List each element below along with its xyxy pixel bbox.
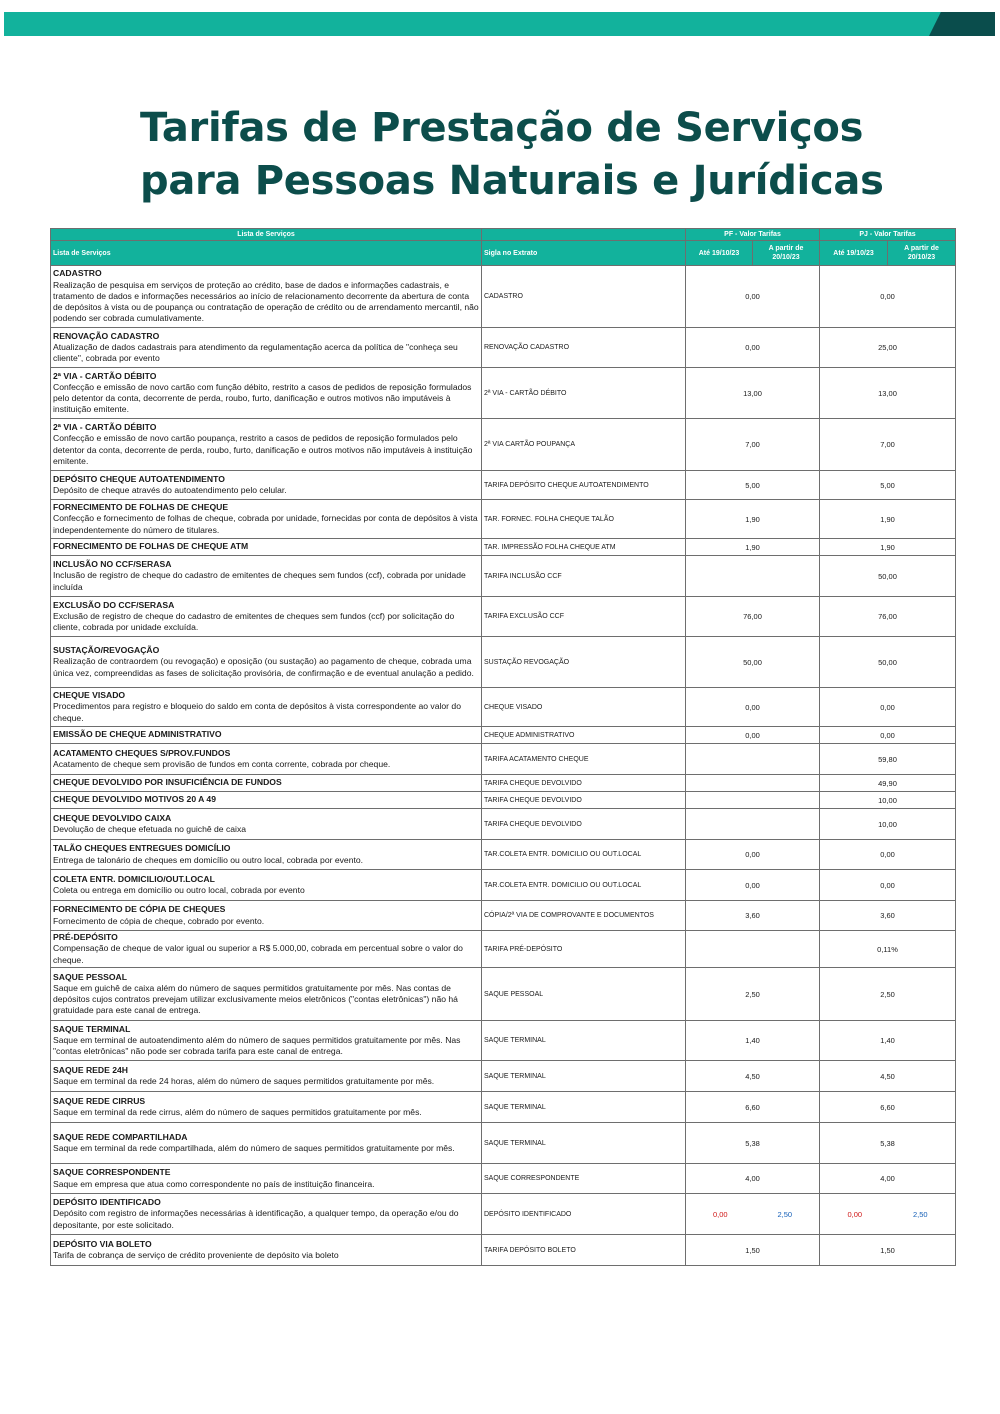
service-cell bbox=[51, 1123, 482, 1164]
pj-value-until: 0,00 bbox=[847, 1209, 863, 1219]
table-row bbox=[51, 597, 956, 637]
header-pj-from: A partir de 20/10/23 bbox=[888, 241, 956, 266]
pf-value: 0,00 bbox=[686, 688, 820, 727]
pf-value: 50,00 bbox=[686, 637, 820, 688]
table-row bbox=[51, 266, 956, 328]
table-row bbox=[51, 1194, 956, 1235]
table-row bbox=[51, 792, 956, 809]
table-row bbox=[51, 1021, 956, 1061]
pf-value: 4,00 bbox=[686, 1164, 820, 1194]
service-description: Compensação de cheque de valor igual ou superior a R$ 5.000,00, cobrada em percentual sobre o valor do cheque. bbox=[53, 943, 463, 965]
table-row bbox=[51, 419, 956, 471]
service-name: DEPÓSITO CHEQUE AUTOATENDIMENTO bbox=[53, 473, 225, 484]
table-row bbox=[51, 1123, 956, 1164]
pf-value-until: 0,00 bbox=[712, 1209, 728, 1219]
sigla-cell: SAQUE TERMINAL bbox=[482, 1092, 686, 1123]
pf-value: 76,00 bbox=[686, 597, 820, 637]
service-name: TALÃO CHEQUES ENTREGUES DOMICÍLIO bbox=[53, 843, 231, 854]
table-row bbox=[51, 931, 956, 968]
pj-value: 76,00 bbox=[820, 597, 956, 637]
sigla-cell: 2ª VIA - CARTÃO DÉBITO bbox=[482, 368, 686, 419]
pf-value: 1,50 bbox=[686, 1235, 820, 1266]
header-services-top: Lista de Serviços bbox=[51, 229, 482, 241]
pj-value: 4,50 bbox=[820, 1061, 956, 1092]
pf-value-from: 2,50 bbox=[777, 1209, 793, 1219]
title-line-1: Tarifas de Prestação de Serviços bbox=[140, 105, 864, 151]
table-row bbox=[51, 688, 956, 727]
service-name: INCLUSÃO NO CCF/SERASA bbox=[53, 559, 172, 570]
pj-value: 25,00 bbox=[820, 328, 956, 368]
service-cell bbox=[51, 1194, 482, 1235]
service-name: CHEQUE DEVOLVIDO CAIXA bbox=[53, 812, 172, 823]
service-description: Saque em terminal da rede 24 horas, além do número de saques permitidos gratuitamente por mês. bbox=[53, 1076, 435, 1086]
sigla-cell: CHEQUE ADMINISTRATIVO bbox=[482, 727, 686, 744]
pj-value: 1,90 bbox=[820, 500, 956, 539]
pf-value: 0,00 bbox=[686, 840, 820, 870]
service-cell bbox=[51, 968, 482, 1021]
sigla-cell: TAR.COLETA ENTR. DOMICILIO OU OUT.LOCAL bbox=[482, 840, 686, 870]
service-description: Fornecimento de cópia de cheque, cobrado por evento. bbox=[53, 915, 265, 926]
service-cell bbox=[51, 870, 482, 901]
service-cell bbox=[51, 597, 482, 637]
header-services: Lista de Serviços bbox=[51, 241, 482, 266]
pj-value-from: 2,50 bbox=[912, 1209, 928, 1219]
service-name: SAQUE TERMINAL bbox=[53, 1023, 131, 1034]
pf-value bbox=[686, 809, 820, 840]
service-description: Coleta ou entrega em domicílio ou outro local, cobrada por evento bbox=[53, 885, 305, 895]
table-row bbox=[51, 968, 956, 1021]
page-title bbox=[140, 102, 884, 208]
service-cell bbox=[51, 1092, 482, 1123]
pf-value: 3,60 bbox=[686, 901, 820, 931]
service-name: SAQUE PESSOAL bbox=[53, 971, 128, 982]
table-row bbox=[51, 1092, 956, 1123]
service-name: 2ª VIA - CARTÃO DÉBITO bbox=[53, 422, 157, 433]
pf-value bbox=[686, 792, 820, 809]
service-description: Saque em terminal de autoatendimento além do número de saques permitidos gratuitamente por mês. Nas "contas eletrônicas" não pode ser cobrada tarifa para este canal de entrega. bbox=[53, 1034, 461, 1057]
tariff-table-body bbox=[51, 266, 956, 1266]
sigla-cell: CADASTRO bbox=[482, 266, 686, 328]
table-row bbox=[51, 870, 956, 901]
sigla-cell: CÓPIA/2ª VIA DE COMPROVANTE E DOCUMENTOS bbox=[482, 901, 686, 931]
pj-value: 49,90 bbox=[820, 775, 956, 792]
pj-value: 0,00 bbox=[820, 727, 956, 744]
table-row bbox=[51, 1061, 956, 1092]
service-description: Confecção e emissão de novo cartão com função débito, restrito a casos de pedidos de reposição formulados pelo detentor da conta, decorrente de perda, roubo, furto, danificação e outros motivos não imputáveis à instituição emitente. bbox=[53, 381, 472, 415]
table-row bbox=[51, 809, 956, 840]
service-cell bbox=[51, 931, 482, 968]
sigla-cell: TAR. FORNEC. FOLHA CHEQUE TALÃO bbox=[482, 500, 686, 539]
pj-value: 0,00 bbox=[820, 266, 956, 328]
header-pf-group: PF - Valor Tarifas bbox=[686, 229, 820, 241]
service-cell bbox=[51, 1164, 482, 1194]
service-name: 2ª VIA - CARTÃO DÉBITO bbox=[53, 370, 157, 381]
service-name: DEPÓSITO IDENTIFICADO bbox=[53, 1197, 161, 1208]
table-row bbox=[51, 539, 956, 556]
pf-value: 7,00 bbox=[686, 419, 820, 471]
pf-value: 13,00 bbox=[686, 368, 820, 419]
service-description: Saque em terminal da rede cirrus, além do número de saques permitidos gratuitamente por mês. bbox=[53, 1107, 422, 1117]
service-name: DEPÓSITO VIA BOLETO bbox=[53, 1238, 152, 1249]
header-sigla: Sigla no Extrato bbox=[482, 241, 686, 266]
pf-value: 1,40 bbox=[686, 1021, 820, 1061]
service-description: Tarifa de cobrança de serviço de crédito proveniente de depósito via boleto bbox=[53, 1250, 339, 1260]
service-description: Procedimentos para registro e bloqueio do saldo em conta de depósitos à vista correspondente ao valor do cheque. bbox=[53, 701, 461, 723]
service-description: Inclusão de registro de cheque do cadastro de emitentes de cheques sem fundos (ccf), cobrada por unidade incluída bbox=[53, 570, 466, 592]
pf-value: 4,50 bbox=[686, 1061, 820, 1092]
pf-value: 0,00 bbox=[686, 266, 820, 328]
service-name: RENOVAÇÃO CADASTRO bbox=[53, 330, 160, 341]
pf-value: 5,00 bbox=[686, 471, 820, 500]
pj-value: 6,60 bbox=[820, 1092, 956, 1123]
pj-value: 50,00 bbox=[820, 556, 956, 597]
sigla-cell: RENOVAÇÃO CADASTRO bbox=[482, 328, 686, 368]
service-description: Confecção e emissão de novo cartão poupança, restrito a casos de pedidos de reposição formulados pelo detentor da conta, decorrente de perda, roubo, furto, danificação e outros motivos não imputáveis à instituição emitente. bbox=[53, 433, 473, 466]
pj-value: 59,80 bbox=[820, 744, 956, 775]
sigla-cell: TARIFA PRÉ-DEPÓSITO bbox=[482, 931, 686, 968]
pj-value: 5,38 bbox=[820, 1123, 956, 1164]
service-name: CHEQUE DEVOLVIDO POR INSUFICIÊNCIA DE FUNDOS bbox=[53, 777, 282, 788]
service-description: Realização de contraordem (ou revogação) e oposição (ou sustação) ao pagamento de cheque, cobrada uma única vez, compreendidas as fases de solicitação provisória, de confirmação e de eventual anulação a pedido. bbox=[53, 656, 474, 678]
header-pj-until: Até 19/10/23 bbox=[820, 241, 888, 266]
pf-value: 2,50 bbox=[686, 968, 820, 1021]
pj-value: 4,00 bbox=[820, 1164, 956, 1194]
service-cell bbox=[51, 471, 482, 500]
service-name: ACATAMENTO CHEQUES S/PROV.FUNDOS bbox=[53, 747, 231, 758]
table-row bbox=[51, 1235, 956, 1266]
sigla-cell: TARIFA EXCLUSÃO CCF bbox=[482, 597, 686, 637]
sigla-cell: CHEQUE VISADO bbox=[482, 688, 686, 727]
service-name: SAQUE REDE COMPARTILHADA bbox=[53, 1131, 188, 1142]
sigla-cell: 2ª VIA CARTÃO POUPANÇA bbox=[482, 419, 686, 471]
service-name: EMISSÃO DE CHEQUE ADMINISTRATIVO bbox=[53, 729, 222, 740]
sigla-cell: TARIFA DEPÓSITO CHEQUE AUTOATENDIMENTO bbox=[482, 471, 686, 500]
service-cell bbox=[51, 637, 482, 688]
table-row bbox=[51, 1164, 956, 1194]
service-description: Confecção e fornecimento de folhas de cheque, cobrada por unidade, fornecidas por conta de depósitos à vista independentemente do número de titulares. bbox=[53, 513, 478, 535]
pf-value: 1,90 bbox=[686, 539, 820, 556]
service-name: SUSTAÇÃO/REVOGAÇÃO bbox=[53, 645, 160, 656]
service-description: Saque em terminal da rede compartilhada, além do número de saques permitidos gratuitamente por mês. bbox=[53, 1143, 455, 1153]
pf-value bbox=[686, 744, 820, 775]
header-pf-from: A partir de 20/10/23 bbox=[753, 241, 820, 266]
service-cell bbox=[51, 688, 482, 727]
service-cell bbox=[51, 1235, 482, 1266]
header-pj-group: PJ - Valor Tarifas bbox=[820, 229, 956, 241]
service-name: CHEQUE DEVOLVIDO MOTIVOS 20 A 49 bbox=[53, 794, 216, 805]
pj-value: 0,11% bbox=[820, 931, 956, 968]
sigla-cell: SAQUE TERMINAL bbox=[482, 1061, 686, 1092]
sigla-cell: SAQUE PESSOAL bbox=[482, 968, 686, 1021]
service-cell bbox=[51, 368, 482, 419]
pj-value: 5,00 bbox=[820, 471, 956, 500]
header-row-columns bbox=[51, 241, 956, 266]
sigla-cell: TAR.COLETA ENTR. DOMICILIO OU OUT.LOCAL bbox=[482, 870, 686, 901]
service-name: FORNECIMENTO DE FOLHAS DE CHEQUE bbox=[53, 502, 229, 513]
service-cell bbox=[51, 556, 482, 597]
service-cell bbox=[51, 775, 482, 792]
header-blank bbox=[482, 229, 686, 241]
service-name: SAQUE REDE 24H bbox=[53, 1064, 128, 1075]
pj-value: 13,00 bbox=[820, 368, 956, 419]
table-row bbox=[51, 901, 956, 931]
pf-value bbox=[686, 931, 820, 968]
service-cell bbox=[51, 840, 482, 870]
service-description: Saque em empresa que atua como correspondente no país de instituição financeira. bbox=[53, 1178, 375, 1189]
pj-value: 1,50 bbox=[820, 1235, 956, 1266]
sigla-cell: SUSTAÇÃO REVOGAÇÃO bbox=[482, 637, 686, 688]
service-cell bbox=[51, 500, 482, 539]
service-name: SAQUE REDE CIRRUS bbox=[53, 1095, 146, 1106]
pj-value-cell bbox=[820, 1194, 956, 1235]
pf-value: 6,60 bbox=[686, 1092, 820, 1123]
table-row bbox=[51, 840, 956, 870]
service-cell bbox=[51, 744, 482, 775]
pj-value: 0,00 bbox=[820, 840, 956, 870]
sigla-cell: TARIFA INCLUSÃO CCF bbox=[482, 556, 686, 597]
pf-value: 5,38 bbox=[686, 1123, 820, 1164]
service-description: Depósito de cheque através do autoatendimento pelo celular. bbox=[53, 485, 287, 495]
pf-value: 1,90 bbox=[686, 500, 820, 539]
service-cell bbox=[51, 1061, 482, 1092]
sigla-cell: TAR. IMPRESSÃO FOLHA CHEQUE ATM bbox=[482, 539, 686, 556]
service-name: EXCLUSÃO DO CCF/SERASA bbox=[53, 599, 175, 610]
service-name: CHEQUE VISADO bbox=[53, 690, 126, 701]
table-row bbox=[51, 556, 956, 597]
service-description: Atualização de dados cadastrais para atendimento da regulamentação acerca da política de "conheça seu cliente", cobrada por evento bbox=[53, 341, 458, 364]
service-description: Depósito com registro de informações necessárias à identificação, a qualquer tempo, da operação e/ou do depositante, por este solicitado. bbox=[53, 1208, 459, 1230]
service-cell bbox=[51, 809, 482, 840]
sigla-cell: TARIFA CHEQUE DEVOLVIDO bbox=[482, 775, 686, 792]
service-description: Devolução de cheque efetuada no guichê de caixa bbox=[53, 824, 247, 834]
table-row bbox=[51, 368, 956, 419]
table-row bbox=[51, 775, 956, 792]
header-row-groups bbox=[51, 229, 956, 241]
pj-value: 1,40 bbox=[820, 1021, 956, 1061]
service-cell bbox=[51, 727, 482, 744]
tariff-table bbox=[50, 228, 956, 1266]
service-cell bbox=[51, 1021, 482, 1061]
service-cell bbox=[51, 901, 482, 931]
service-cell bbox=[51, 539, 482, 556]
pj-value: 0,00 bbox=[820, 688, 956, 727]
pj-value: 7,00 bbox=[820, 419, 956, 471]
service-name: SAQUE CORRESPONDENTE bbox=[53, 1167, 171, 1178]
table-row bbox=[51, 500, 956, 539]
sigla-cell: SAQUE TERMINAL bbox=[482, 1021, 686, 1061]
sigla-cell: SAQUE TERMINAL bbox=[482, 1123, 686, 1164]
pf-value bbox=[686, 775, 820, 792]
pj-value: 2,50 bbox=[820, 968, 956, 1021]
pj-value: 10,00 bbox=[820, 809, 956, 840]
service-description: Exclusão de registro de cheque do cadastro de emitentes de cheques sem fundos (ccf) por solicitação do cliente, cobrada por unidade excluída. bbox=[53, 610, 455, 633]
service-name: PRÉ-DEPÓSITO bbox=[53, 932, 118, 943]
pj-value: 1,90 bbox=[820, 539, 956, 556]
service-description: Realização de pesquisa em serviços de proteção ao crédito, base de dados e informações cadastrais, e tratamento de dados e informações necessários ao início de relacionamento decorrente da abertura de conta de depósitos à vista ou de poupança ou contratação de operação de crédito ou de arrendamento mercantil, não podendo ser cobrada cumulativamente. bbox=[53, 279, 479, 324]
pj-value: 10,00 bbox=[820, 792, 956, 809]
sigla-cell: SAQUE CORRESPONDENTE bbox=[482, 1164, 686, 1194]
service-description: Entrega de talonário de cheques em domicílio ou outro local, cobrada por evento. bbox=[53, 854, 364, 865]
sigla-cell: DEPÓSITO IDENTIFICADO bbox=[482, 1194, 686, 1235]
service-cell bbox=[51, 419, 482, 471]
service-name: COLETA ENTR. DOMICILIO/OUT.LOCAL bbox=[53, 873, 215, 884]
service-name: FORNECIMENTO DE CÓPIA DE CHEQUES bbox=[53, 904, 226, 915]
service-cell bbox=[51, 266, 482, 328]
pf-value: 0,00 bbox=[686, 870, 820, 901]
title-line-2: para Pessoas Naturais e Jurídicas bbox=[140, 158, 884, 204]
service-cell bbox=[51, 792, 482, 809]
pf-value: 0,00 bbox=[686, 328, 820, 368]
sigla-cell: TARIFA CHEQUE DEVOLVIDO bbox=[482, 792, 686, 809]
table-row bbox=[51, 744, 956, 775]
service-name: CADASTRO bbox=[53, 268, 102, 279]
service-cell bbox=[51, 328, 482, 368]
sigla-cell: TARIFA ACATAMENTO CHEQUE bbox=[482, 744, 686, 775]
table-row bbox=[51, 637, 956, 688]
top-accent-bar bbox=[4, 12, 995, 36]
table-row bbox=[51, 727, 956, 744]
sigla-cell: TARIFA DEPÓSITO BOLETO bbox=[482, 1235, 686, 1266]
service-description: Acatamento de cheque sem provisão de fundos em conta corrente, cobrada por cheque. bbox=[53, 759, 391, 769]
service-name: FORNECIMENTO DE FOLHAS DE CHEQUE ATM bbox=[53, 541, 249, 552]
service-description: Saque em guichê de caixa além do número de saques permitidos gratuitamente por mês. Nas contas de depósitos cujos contratos prevejam utilizar exclusivamente meios eletrônicos ("contas eletrônicas") não há gratuidade para este canal de entrega. bbox=[53, 982, 458, 1016]
pj-value: 50,00 bbox=[820, 637, 956, 688]
pf-value bbox=[686, 556, 820, 597]
pj-value: 3,60 bbox=[820, 901, 956, 931]
table-row bbox=[51, 328, 956, 368]
sigla-cell: TARIFA CHEQUE DEVOLVIDO bbox=[482, 809, 686, 840]
table-row bbox=[51, 471, 956, 500]
pf-value-cell bbox=[686, 1194, 820, 1235]
pj-value: 0,00 bbox=[820, 870, 956, 901]
pf-value: 0,00 bbox=[686, 727, 820, 744]
header-pf-until: Até 19/10/23 bbox=[686, 241, 753, 266]
